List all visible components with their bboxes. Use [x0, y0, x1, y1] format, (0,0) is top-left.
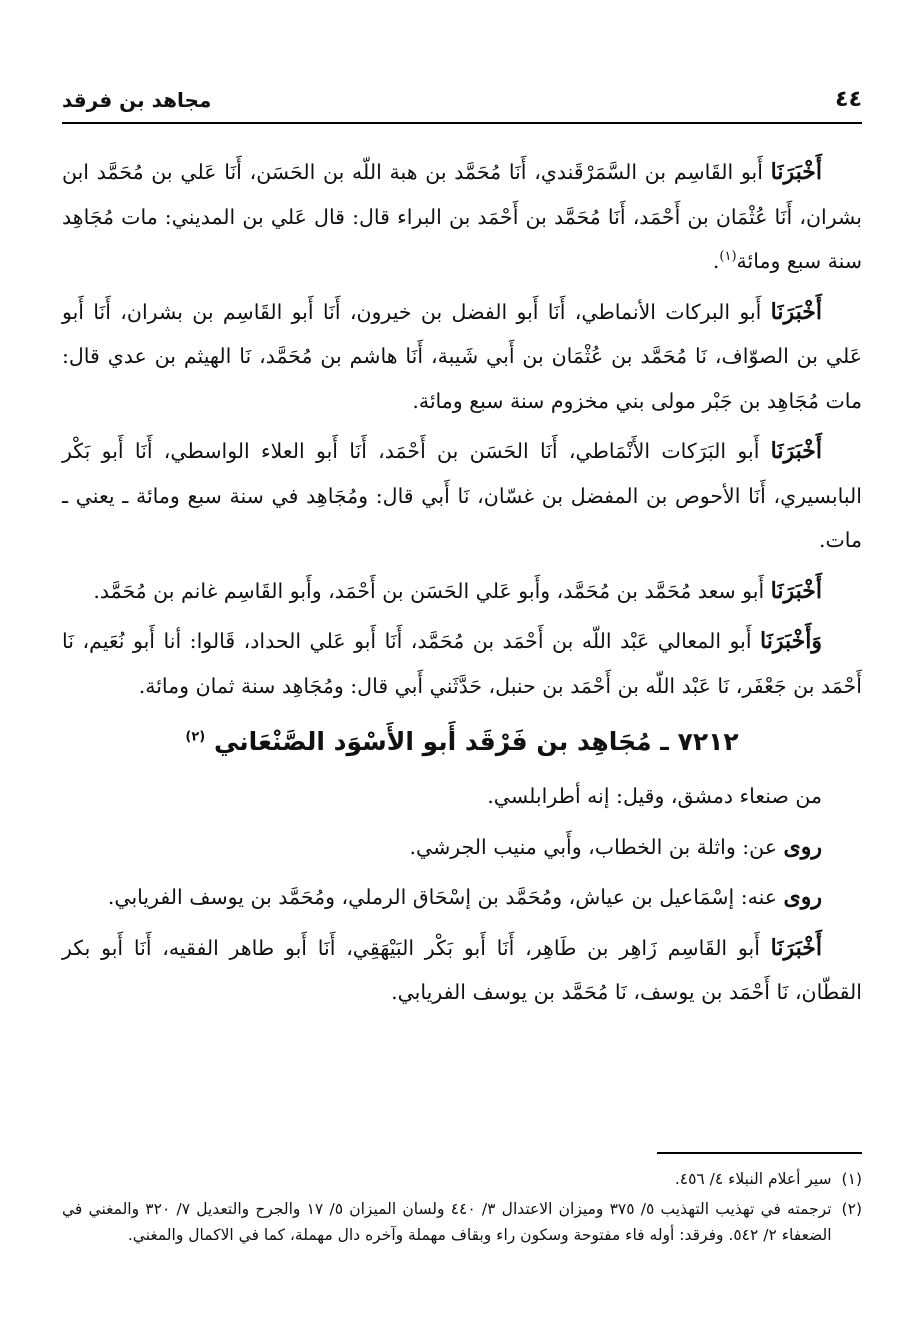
- footnote-rule: [657, 1152, 862, 1154]
- book-page: [62, 78, 862, 1298]
- paragraph: [62, 429, 862, 563]
- paragraph-text: عنه: إسْمَاعيل بن عياش، ومُحَمَّد بن إسْحَاق الرملي، ومُحَمَّد بن يوسف الفريابي.: [107, 885, 784, 909]
- entry-title-text: ٧٢١٢ ـ مُجَاهِد بن فَرْقَد أَبو الأَسْوَد الصَّنْعَاني: [213, 727, 739, 756]
- page-header: [62, 78, 862, 112]
- paragraph-text: أَبو سعد مُحَمَّد بن مُحَمَّد، وأَبو عَلي الحَسَن بن أَحْمَد، وأَبو القَاسِم غانم بن مُحَمَّد.: [93, 578, 771, 603]
- paragraph: [62, 619, 862, 708]
- paragraph-keyword: أَخْبَرَنَا: [770, 438, 822, 464]
- main-text: [62, 150, 862, 1015]
- footnote-text: سير أعلام النبلاء ٤/ ٤٥٦.: [674, 1170, 832, 1188]
- paragraph-text: أَبو البركات الأنماطي، أَنَا أَبو الفضل بن خيرون، أَنَا أَبو القَاسِم بن بشران، أَنَا أَبو عَلي بن الصوّاف، نَا مُحَمَّد بن عُثْمَان بن أَبي شَيبة، أَنَا هاشم بن مُحَمَّد، نَا الهيثم بن عدي قال: مات مُجَاهِد بن جَبْر مولى بني مخزوم سنة سبع ومائة.: [62, 299, 862, 413]
- paragraph-keyword: أَخْبَرَنَا: [770, 159, 822, 185]
- page-number: ٤٤: [835, 87, 862, 112]
- footnote-text: ترجمته في تهذيب التهذيب ٥/ ٣٧٥ وميزان الاعتدال ٣/ ٤٤٠ ولسان الميزان ٥/ ١٧ والجرح والتعديل ٧/ ٣٢٠ والمغني في الضعفاء ٢/ ٥٤٢. وفرقد: أوله فاء مفتوحة وسكون راء وبقاف مهملة وآخره دال مهملة، كما في الاكمال والمغني.: [62, 1200, 832, 1244]
- footnote: [62, 1196, 862, 1248]
- paragraph-keyword: وَأَخْبَرَنَا: [760, 628, 822, 654]
- footnote-number: (١): [841, 1170, 862, 1188]
- paragraph: [62, 774, 862, 819]
- running-title: مجاهد بن فرقد: [62, 88, 212, 112]
- footnote-ref: (٢): [185, 729, 206, 745]
- paragraph: [62, 290, 862, 424]
- paragraph-keyword: روى: [783, 833, 822, 860]
- paragraph-keyword: أَخْبَرَنَا: [770, 577, 822, 604]
- paragraph-text: أَبو القَاسِم زَاهِر بن طَاهِر، أَنَا أَبو بَكْر البَيْهَقِي، أَنَا أَبو طاهر الفقيه، أَنَا أَبو بكر القطّان، نَا أَحْمَد بن يوسف، نَا مُحَمَّد بن يوسف الفريابي.: [62, 935, 862, 1004]
- footnote: [62, 1166, 862, 1192]
- paragraph-text: أَبو البَرَكات الأَنْمَاطي، أَنَا الحَسَن بن أَحْمَد، أَنَا أَبو العلاء الواسطي، أَنَا أَبو بَكْر البابسيري، أَنَا الأحوص بن المفضل بن غسّان، نَا أَبي قال: ومُجَاهِد في سنة سبع ومائة ـ يعني ـ مات.: [62, 439, 862, 552]
- footnotes: [62, 1152, 862, 1252]
- paragraph-text: أَبو المعالي عَبْد اللّه بن أَحْمَد بن مُحَمَّد، أَنَا أَبو عَلي الحداد، قَالوا: أنا أَبو نُعَيم، نَا أَحْمَد بن جَعْفَر، نَا عَبْد اللّه بن أَحْمَد بن حنبل، حَدَّثَني أَبي قال: ومُجَاهِد سنة ثمان ومائة.: [62, 629, 862, 698]
- entry-title: [62, 714, 862, 770]
- paragraph-text: من صنعاء دمشق، وقيل: إنه أطرابلسي.: [487, 784, 822, 808]
- header-rule: [62, 122, 862, 124]
- footnote-ref: (١): [719, 249, 737, 265]
- paragraph: [62, 825, 862, 870]
- paragraph: [62, 926, 862, 1015]
- paragraph-end: .: [712, 249, 720, 273]
- paragraph-text: عن: واثلة بن الخطاب، وأَبي منيب الجرشي.: [409, 834, 784, 859]
- footnote-number: (٢): [841, 1200, 862, 1218]
- paragraph: [62, 569, 862, 614]
- paragraph-text: أَبو القَاسِم بن السَّمَرْقَندي، أَنَا مُحَمَّد بن هبة اللّه بن الحَسَن، أَنَا عَلي بن مُحَمَّد ابن بشران، أَنَا عُثْمَان بن أَحْمَد، أَنَا مُحَمَّد بن أَحْمَد بن البراء قال: قال عَلي بن المديني: مات مُجَاهِد سنة سبع ومائة: [62, 160, 862, 273]
- paragraph-keyword: أَخْبَرَنَا: [770, 298, 822, 325]
- paragraph: [62, 875, 862, 920]
- paragraph-keyword: روى: [783, 884, 822, 910]
- paragraph: [62, 150, 862, 284]
- paragraph-keyword: أَخْبَرَنَا: [770, 934, 822, 961]
